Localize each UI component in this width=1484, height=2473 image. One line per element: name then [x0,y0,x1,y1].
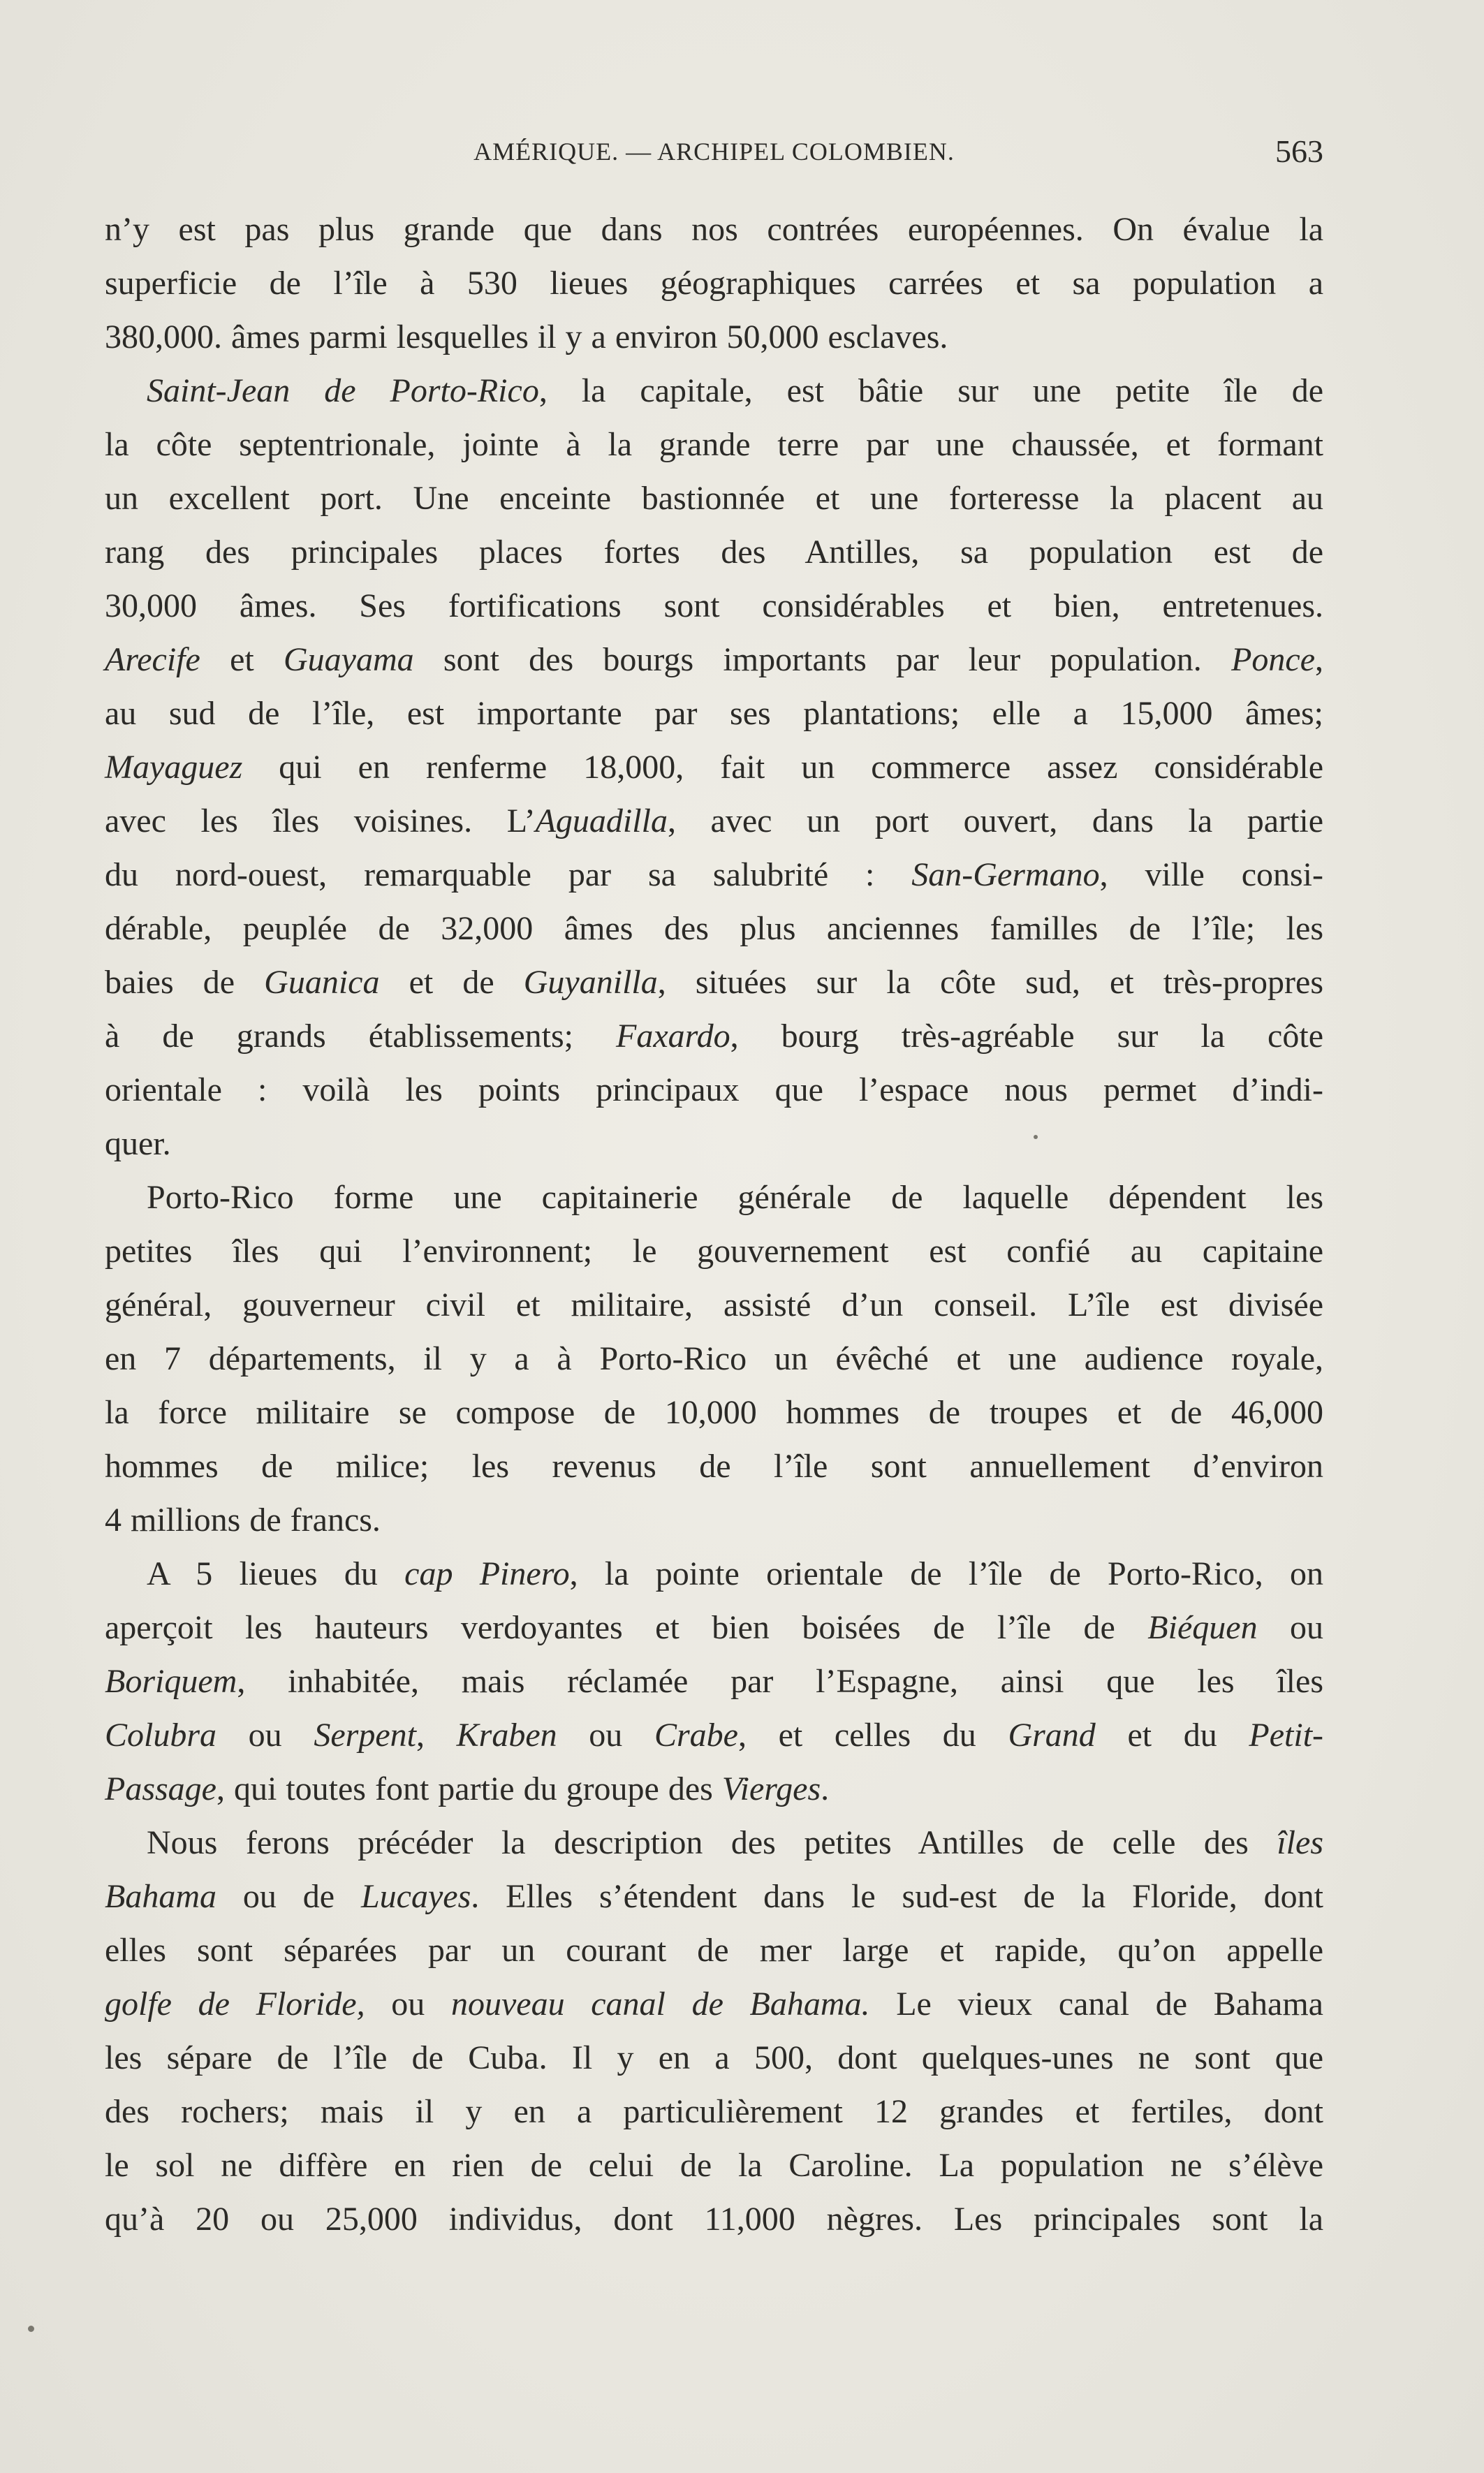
text-line [105,1870,1323,1923]
place-name: îles [1277,1824,1323,1861]
place-name: Aguadilla [535,802,668,839]
page-number: 563 [1275,133,1323,169]
paragraph-1 [105,203,1323,364]
text-line [105,1816,1323,1870]
text-line [105,848,1323,902]
place-name: cap Pinero [404,1555,570,1592]
place-name: Faxardo [616,1018,730,1055]
place-name: Guayama [283,641,414,678]
text-line [105,1601,1323,1654]
place-name: Passage [105,1770,216,1807]
text-span: , bourg très-agréable sur la côte [730,1018,1323,1055]
text-line: 30,000 âmes. Ses fortifications sont considérables et bien, entretenues. [105,587,1323,624]
place-name: Lucayes [360,1878,471,1915]
text-span: , inhabitée, mais réclamée par l’Espagne, ainsi que les îles [237,1663,1323,1700]
text-span: sont des bourgs importants par leur population. [413,641,1232,678]
text-span: , ville consi- [1099,856,1323,893]
text-line: 380,000. âmes parmi lesquelles il y a environ 50,000 esclaves. [105,318,948,355]
text-span: baies de [105,964,265,1001]
text-line: Porto-Rico forme une capitainerie générale de laquelle dépendent les [147,1179,1323,1216]
text-line: petites îles qui l’environnent; le gouvernement est confié au capitaine [105,1233,1323,1270]
text-span: , qui toutes font partie du groupe des [216,1770,722,1807]
text-line: qu’à 20 ou 25,000 individus, dont 11,000 nègres. Les principales sont la [105,2201,1323,2238]
text-span: avec les îles voisines. L’ [105,802,536,839]
page-header [105,133,1323,175]
text-span: ou [557,1717,654,1754]
text-span: , la pointe orientale de l’île de Porto-Rico, on [569,1555,1323,1592]
place-name: Vierges [721,1770,821,1807]
text-span: A 5 lieues du [147,1555,405,1592]
text-line: 4 millions de francs. [105,1502,381,1539]
place-name: Guanica [264,964,380,1001]
text-span: , [416,1717,457,1754]
text-line: la force militaire se compose de 10,000 hommes de troupes et de 46,000 [105,1394,1323,1431]
text-span: , et celles du [737,1717,1008,1754]
scan-speck [1034,1135,1038,1139]
text-line: elles sont séparées par un courant de mer large et rapide, qu’on appelle [105,1932,1323,1969]
text-line: orientale : voilà les points principaux que l’espace nous permet d’indi- [105,1071,1323,1108]
text-line [105,1708,1323,1762]
place-name: golfe de Floride, [105,1986,365,2023]
text-line: les sépare de l’île de Cuba. Il y en a 500, dont quelques-unes ne sont que [105,2039,1323,2076]
place-name: Arecife [105,641,200,678]
text-line: au sud de l’île, est importante par ses plantations; elle a 15,000 âmes; [105,695,1323,732]
text-line: la côte septentrionale, jointe à la grande terre par une chaussée, et formant [105,426,1323,463]
text-line [105,740,1323,794]
text-span: ou [1257,1609,1324,1646]
text-line: des rochers; mais il y en a particulièrement 12 grandes et fertiles, dont [105,2093,1323,2130]
text-span: ou [216,1717,314,1754]
scan-speck [28,2326,34,2332]
text-span: aperçoit les hauteurs verdoyantes et bien boisées de l’île de [105,1609,1148,1646]
text-line [105,1762,1323,1816]
text-line [105,1547,1323,1601]
text-line [105,955,1323,1009]
text-span: . Elles s’étendent dans le sud-est de la Floride, dont [471,1878,1323,1915]
text-line: dérable, peuplée de 32,000 âmes des plus anciennes familles de l’île; les [105,910,1323,947]
place-name: Mayaguez [105,749,243,786]
text-line: n’y est pas plus grande que dans nos contrées européennes. On évalue la [105,211,1323,248]
body-text [105,203,1323,2246]
text-span: et du [1095,1717,1249,1754]
place-name: nouveau canal de Bahama. [450,1986,870,2023]
place-name: Crabe [654,1717,738,1754]
text-line [105,633,1323,687]
text-span: ou [365,1986,451,2023]
text-span: Nous ferons précéder la description des petites Antilles de celle des [147,1824,1277,1861]
paragraph-3 [105,1171,1323,1547]
text-span: Le vieux canal de Bahama [869,1986,1323,2023]
place-name: Biéquen [1147,1609,1258,1646]
place-name: Petit- [1249,1717,1324,1754]
text-span: , avec un port ouvert, dans la partie [667,802,1324,839]
place-name: Colubra [105,1717,217,1754]
place-name: Guyanilla [523,964,658,1001]
text-span: qui en renferme 18,000, fait un commerce assez considérable [242,749,1323,786]
paragraph-4 [105,1547,1323,1816]
text-line: superficie de l’île à 530 lieues géographiques carrées et sa population a [105,265,1323,302]
place-name: Kraben [456,1717,557,1754]
text-span: et [200,641,284,678]
place-name: Bahama [105,1878,216,1915]
text-span: et de [379,964,524,1001]
text-span: , la capitale, est bâtie sur une petite île de [538,372,1323,409]
place-name: Ponce [1231,641,1315,678]
text-span: du nord-ouest, remarquable par sa salubrité : [105,856,912,893]
text-line: un excellent port. Une enceinte bastionnée et une forteresse la placent au [105,480,1323,517]
text-line [105,794,1323,848]
text-span: ou de [216,1878,361,1915]
paragraph-5 [105,1816,1323,2246]
text-line: le sol ne diffère en rien de celui de la Caroline. La population ne s’élève [105,2147,1323,2184]
text-line [105,1654,1323,1708]
text-line: général, gouverneur civil et militaire, assisté d’un conseil. L’île est divisée [105,1286,1323,1323]
place-name: Boriquem [105,1663,237,1700]
place-name: Serpent [314,1717,416,1754]
text-line [105,364,1323,418]
running-head: AMÉRIQUE. — ARCHIPEL COLOMBIEN. [473,138,955,166]
text-line [105,1009,1323,1063]
text-line: quer. [105,1125,171,1162]
place-name: Saint-Jean de Porto-Rico [147,372,539,409]
text-span: , situées sur la côte sud, et très-propres [657,964,1323,1001]
place-name: San-Germano [911,856,1100,893]
text-line [105,1977,1323,2031]
text-span: , [1315,641,1323,678]
paragraph-2 [105,364,1323,1171]
text-line: rang des principales places fortes des Antilles, sa population est de [105,534,1323,571]
text-span: . [821,1770,830,1807]
text-span: à de grands établissements; [105,1018,617,1055]
place-name: Grand [1008,1717,1096,1754]
text-line: hommes de milice; les revenus de l’île sont annuellement d’environ [105,1448,1323,1485]
text-line: en 7 départements, il y a à Porto-Rico un évêché et une audience royale, [105,1340,1323,1377]
